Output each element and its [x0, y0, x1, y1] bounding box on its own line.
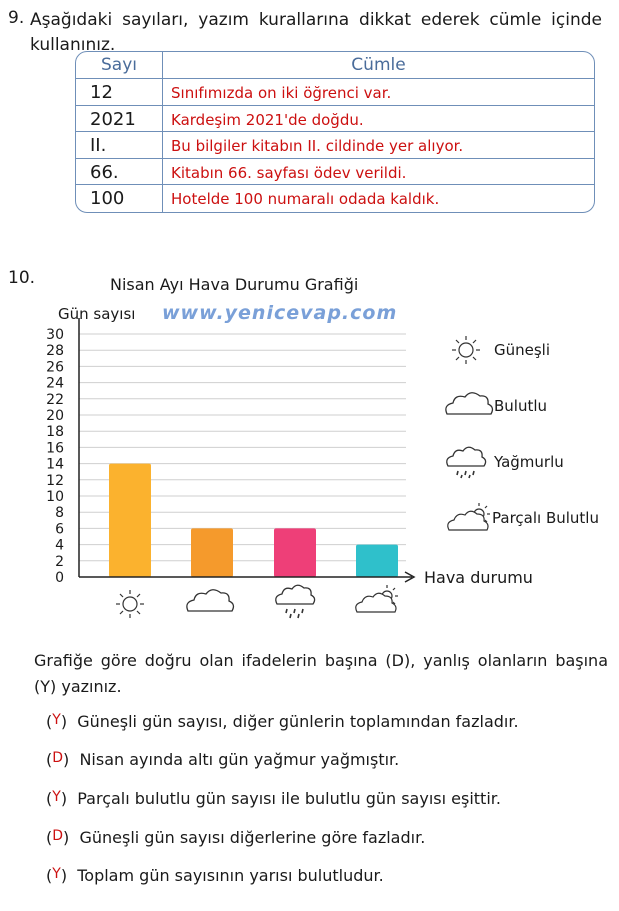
- question-9-number: 9.: [8, 8, 25, 28]
- answer-open: (: [46, 866, 53, 885]
- y-tick-label: 2: [55, 553, 64, 570]
- statement-text: Parçalı bulutlu gün sayısı ile bulutlu gün sayısı eşittir.: [77, 789, 501, 808]
- y-tick-label: 28: [46, 343, 64, 360]
- legend-label: Parçalı Bulutlu: [492, 509, 599, 527]
- statement-text: Toplam gün sayısının yarısı bulutludur.: [77, 866, 384, 885]
- y-tick-label: 16: [46, 440, 64, 457]
- y-tick-label: 8: [55, 505, 64, 522]
- y-tick-label: 22: [46, 391, 64, 408]
- cloud-icon: [187, 590, 234, 611]
- question-9-text: Aşağıdaki sayıları, yazım kurallarına dikkat ederek cümle içinde kullanınız.: [30, 10, 602, 55]
- y-axis-label: Gün sayısı: [58, 305, 136, 323]
- answer-field[interactable]: Y: [52, 712, 61, 728]
- legend-label: Yağmurlu: [494, 453, 564, 471]
- table-row: [76, 106, 594, 133]
- y-tick-label: 24: [46, 375, 64, 392]
- answer-open: (: [46, 828, 53, 847]
- row-sentence: Kardeşim 2021'de doğdu.: [171, 110, 364, 129]
- bar-yağmurlu: [274, 528, 316, 577]
- answer-open: (: [46, 789, 53, 808]
- watermark: www.yenicevap.com: [162, 302, 398, 324]
- statement-text: Güneşli gün sayısı diğerlerine göre fazladır.: [79, 828, 426, 847]
- rain-cloud-icon: [444, 445, 488, 479]
- statement: [46, 789, 501, 808]
- legend-item: [444, 389, 599, 423]
- y-tick-label: 0: [55, 570, 64, 586]
- row-number: II.: [76, 132, 163, 158]
- bar-bulutlu: [191, 528, 233, 577]
- sun-icon: [444, 334, 488, 366]
- statement: [46, 712, 519, 731]
- legend-item: [444, 501, 599, 535]
- chart-legend: [444, 333, 599, 535]
- row-sentence: Kitabın 66. sayfası ödev verildi.: [171, 163, 407, 182]
- legend-item: [444, 445, 599, 479]
- y-tick-label: 6: [55, 521, 64, 538]
- numbers-table: [75, 51, 595, 213]
- row-sentence: Sınıfımızda on iki öğrenci var.: [171, 84, 392, 102]
- table-row: [76, 132, 594, 159]
- sun-icon: [116, 590, 144, 618]
- bar-güneşli: [109, 464, 151, 577]
- answer-field[interactable]: D: [52, 750, 64, 766]
- y-tick-label: 18: [46, 424, 64, 441]
- answer-open: (: [46, 750, 53, 769]
- answer-close: ): [63, 750, 70, 769]
- table-row: [76, 79, 594, 106]
- y-tick-label: 30: [46, 327, 64, 343]
- statement: [46, 828, 425, 847]
- row-sentence: Hotelde 100 numaralı odada kaldık.: [171, 190, 440, 209]
- y-tick-label: 12: [46, 472, 64, 489]
- answer-close: ): [60, 712, 68, 731]
- chart-title: Nisan Ayı Hava Durumu Grafiği: [110, 275, 359, 294]
- legend-label: Güneşli: [494, 341, 551, 359]
- rain-cloud-icon: [276, 585, 315, 618]
- cloud-icon: [444, 391, 494, 421]
- header-number: Sayı: [76, 52, 163, 78]
- legend-label: Bulutlu: [494, 397, 548, 415]
- legend-item: [444, 333, 599, 367]
- answer-field[interactable]: Y: [52, 789, 61, 805]
- statement-text: Güneşli gün sayısı, diğer günlerin toplamından fazladır.: [77, 712, 519, 731]
- partly-cloudy-icon: [444, 502, 492, 534]
- answer-close: ): [60, 866, 68, 885]
- row-number: 2021: [76, 106, 163, 132]
- statement: [46, 866, 384, 885]
- statement-text: Nisan ayında altı gün yağmur yağmıştır.: [79, 750, 400, 769]
- bar-parçalı-bulutlu: [356, 545, 398, 577]
- answer-field[interactable]: D: [52, 828, 64, 844]
- partly-cloudy-icon: [356, 585, 398, 612]
- table-header: [76, 52, 594, 79]
- y-tick-label: 14: [46, 456, 64, 473]
- answer-close: ): [60, 789, 68, 808]
- answer-open: (: [46, 712, 53, 731]
- x-axis-label: Hava durumu: [424, 568, 533, 587]
- y-tick-label: 20: [46, 408, 64, 424]
- row-number: 100: [76, 185, 163, 212]
- question-10-number: 10.: [8, 268, 36, 288]
- answer-field[interactable]: Y: [52, 866, 61, 882]
- row-number: 66.: [76, 159, 163, 185]
- y-tick-label: 4: [55, 537, 64, 554]
- y-tick-label: 10: [46, 489, 64, 505]
- answer-close: ): [63, 828, 70, 847]
- table-row: [76, 159, 594, 186]
- table-row: [76, 185, 594, 212]
- row-sentence: Bu bilgiler kitabın II. cildinde yer alıyor.: [171, 137, 464, 156]
- instructions: Grafiğe göre doğru olan ifadelerin başına (D), yanlış olanların başına (Y) yazınız.: [34, 651, 608, 696]
- header-sentence: Cümle: [351, 55, 406, 75]
- statement: [46, 750, 399, 769]
- row-number: 12: [76, 79, 163, 105]
- y-tick-label: 26: [46, 359, 64, 376]
